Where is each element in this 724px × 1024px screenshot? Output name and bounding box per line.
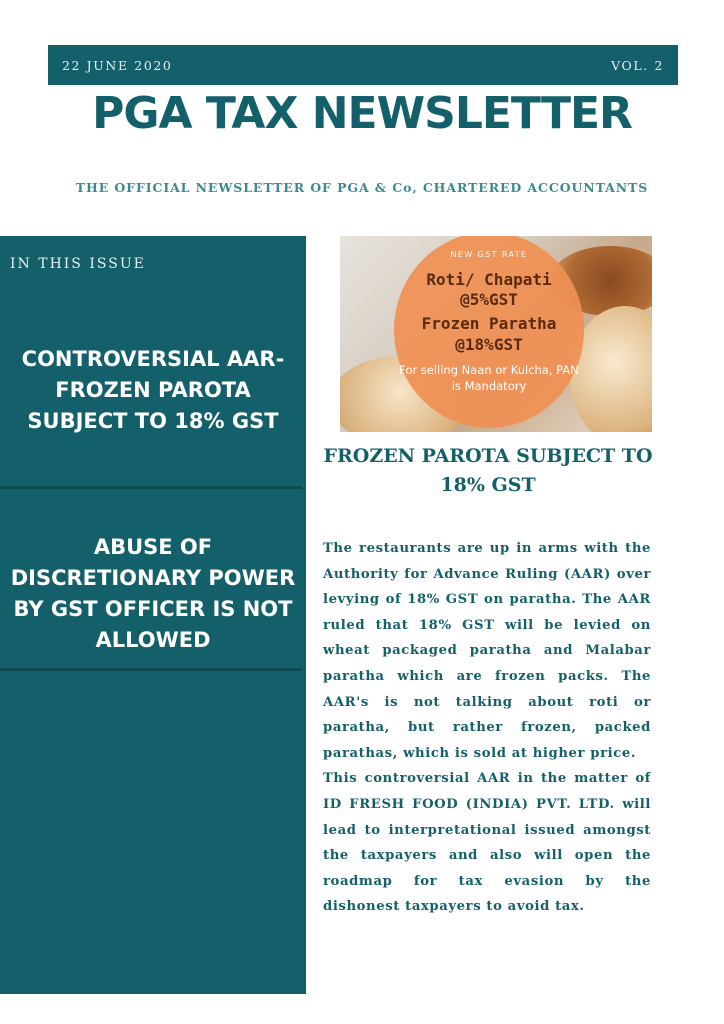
newsletter-subtitle: THE OFFICIAL NEWSLETTER OF PGA & Co, CHARTERED ACCOUNTANTS xyxy=(75,180,649,195)
badge-note: For selling Naan or Kulcha, PAN is Mandatory xyxy=(399,363,579,393)
sidebar xyxy=(0,236,306,994)
article-paragraph: This controversial AAR in the matter of ID FRESH FOOD (INDIA) PVT. LTD. will lead to interpretational issued amongst the taxpayers and also will open the roadmap for tax evasion by the dishonest taxpayers to avoid tax. xyxy=(323,771,651,915)
badge-line-roti: Roti/ Chapati xyxy=(426,270,552,289)
badge-tag: NEW GST RATE xyxy=(450,250,528,259)
header-bar xyxy=(48,45,678,85)
badge-line-roti-rate: @5%GST xyxy=(460,290,518,309)
sidebar-divider xyxy=(0,486,302,489)
hero-image xyxy=(340,236,652,432)
issue-date: 22 JUNE 2020 xyxy=(62,57,173,73)
sidebar-divider xyxy=(0,668,302,671)
issue-volume: VOL. 2 xyxy=(611,57,664,73)
article-body xyxy=(323,536,651,920)
sidebar-story-aar[interactable]: CONTROVERSIAL AAR- FROZEN PAROTA SUBJECT TO 18% GST xyxy=(21,347,285,433)
in-this-issue-label: IN THIS ISSUE xyxy=(10,256,146,272)
badge-line-paratha: Frozen Paratha xyxy=(421,314,557,333)
sidebar-story-discretionary-power[interactable]: ABUSE OF DISCRETIONARY POWER BY GST OFFICER IS NOT ALLOWED xyxy=(10,535,296,652)
article-paragraph: The restaurants are up in arms with the Authority for Advance Ruling (AAR) over levying of 18% GST on paratha. The AAR ruled that 18% GST will be levied on wheat packaged paratha and Malabar paratha which are frozen packs. The AAR's is not talking about roti or paratha, but rather frozen, packed parathas, which is sold at higher price. xyxy=(323,541,651,761)
gst-rate-badge xyxy=(394,236,584,428)
newsletter-title: PGA TAX NEWSLETTER xyxy=(92,88,632,139)
badge-line-paratha-rate: @18%GST xyxy=(455,335,523,354)
article-headline: FROZEN PAROTA SUBJECT TO 18% GST xyxy=(323,445,653,496)
